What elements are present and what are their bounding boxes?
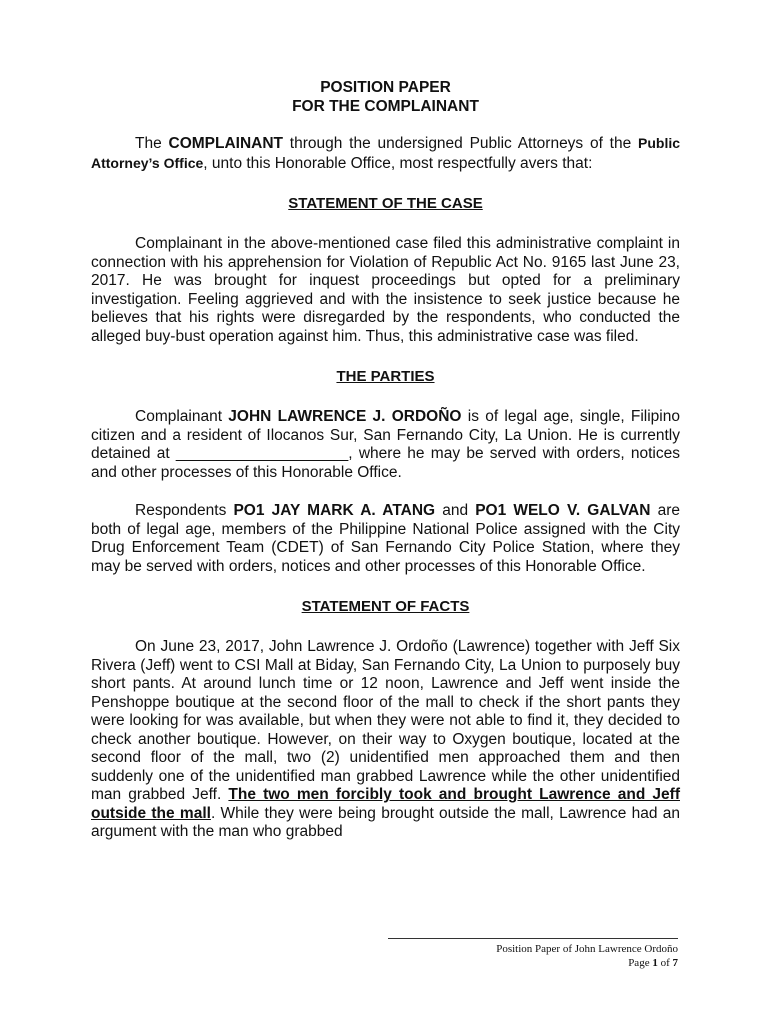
heading-statement-of-case: STATEMENT OF THE CASE [288,195,483,212]
facts-text-2: . While they were being brought outside the mall, Lawrence had an argument with the man who grabbed [91,804,680,840]
parties-p2-text-3: are both of legal age, members of the Philippine National Police assigned with the City Drug Enforcement Team (CDET) of San Fernando City Police Station, where they may be served with orders, notices and other processes of this Honorable Office. [91,502,680,575]
parties-p1-text-1: Complainant [135,408,229,425]
document-title-line-2: FOR THE COMPLAINANT [292,98,479,115]
footer-page-current: 1 [652,957,658,969]
intro-text-2: through the undersigned Public Attorneys of the [283,135,638,152]
respondent-1-name-bold: PO1 JAY MARK A. ATANG [233,502,436,519]
footer-page-total: 7 [672,957,678,969]
intro-office-bold: Public Attorney’s Office [91,135,681,171]
parties-p1-text-2: is of legal age, single, Filipino citizen and a resident of Ilocanos Sur, San Fernando City, La Union. He is currently detained at ____________________, where he may be served with orders, notices and other processes of this Honorable Office. [91,408,680,481]
parties-paragraph-respondents [91,502,680,576]
heading-statement-of-facts: STATEMENT OF FACTS [301,598,470,615]
page-footer [388,938,678,970]
facts-underlined-bold: The two men forcibly took and brought Lawrence and Jeff outside the mall [91,786,680,822]
intro-text-1: The [135,135,169,152]
heading-the-parties: THE PARTIES [336,368,435,385]
document-title-line-1: POSITION PAPER [320,79,451,96]
complainant-name-bold: JOHN LAWRENCE J. ORDOÑO [228,408,462,425]
respondent-2-name-bold: PO1 WELO V. GALVAN [475,502,651,519]
intro-paragraph [91,134,680,173]
statement-of-case-paragraph: Complainant in the above-mentioned case filed this administrative complaint in connection with his apprehension for Violation of Republic Act No. 9165 last June 23, 2017. He was brought for inquest proceedings but opted for a preliminary investigation. Feeling aggrieved and with the insistence to seek justice because he believes that his rights were disregarded by the respondents, who conducted the alleged buy-bust operation against him. Thus, this administrative case was filed. [91,235,680,345]
statement-of-facts-paragraph [91,638,680,842]
parties-p2-text-2: and [435,502,476,519]
footer-caption: Position Paper of John Lawrence Ordoño [496,943,678,955]
footer-page-label: Page [628,957,653,969]
intro-text-3: , unto this Honorable Office, most respectfully avers that: [203,154,593,172]
footer-rule [388,938,678,939]
parties-p2-text-1: Respondents [135,502,234,519]
footer-page-number [388,956,678,970]
parties-paragraph-complainant [91,408,680,482]
facts-text-1: On June 23, 2017, John Lawrence J. Ordoño (Lawrence) together with Jeff Six Rivera (Jeff) went to CSI Mall at Biday, San Fernando City, La Union to purposely buy short pants. At around lunch time or 12 noon, Lawrence and Jeff went inside the Penshoppe boutique at the second floor of the mall to check if the short pants they were looking for was available, but when they were not able to find it, they decided to check another boutique. However, on their way to Oxygen boutique, located at the second floor of the mall, two (2) unidentified men approached them and then suddenly one of the unidentified man grabbed Lawrence while the other unidentified man grabbed Jeff. [91,638,680,803]
footer-of-label: of [657,957,673,969]
intro-complainant-bold: COMPLAINANT [168,135,284,152]
